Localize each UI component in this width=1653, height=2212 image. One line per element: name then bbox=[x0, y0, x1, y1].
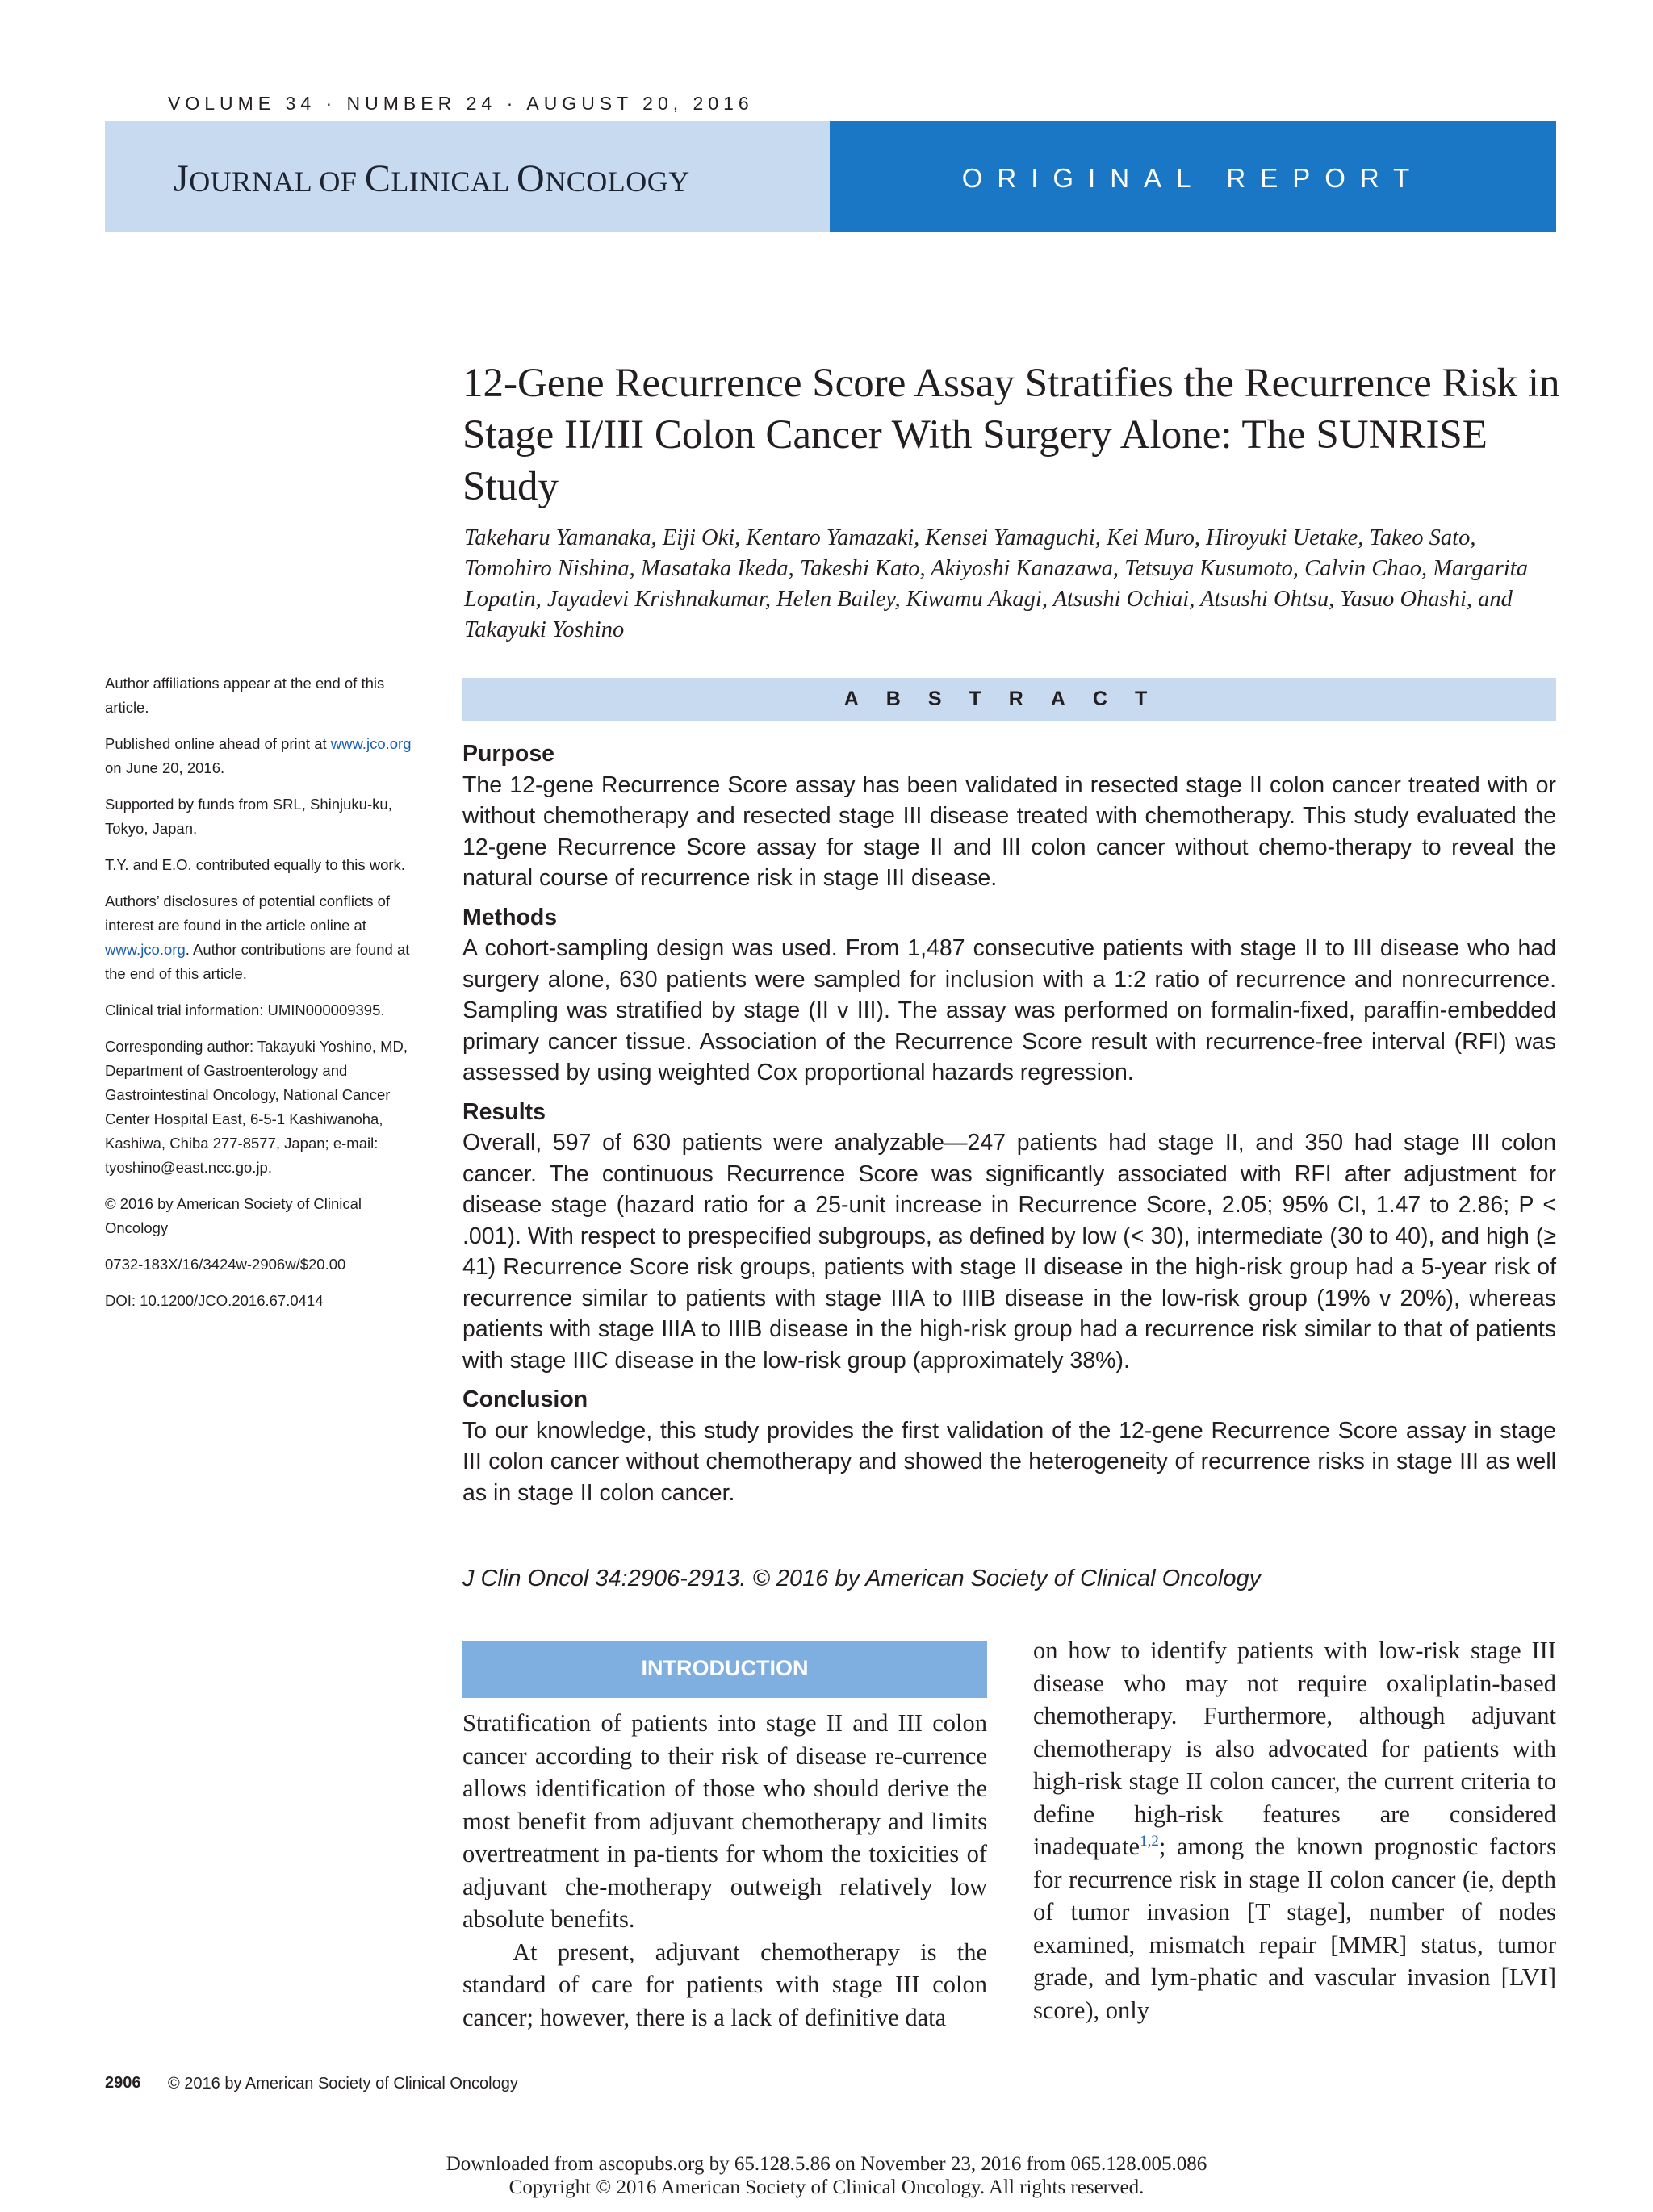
contribution-note: T.Y. and E.O. contributed equally to this work. bbox=[105, 856, 405, 873]
affiliations-note: Author affiliations appear at the end of this article. bbox=[105, 675, 385, 716]
purpose-heading: Purpose bbox=[462, 741, 555, 767]
intro-paragraph: At present, adjuvant chemotherapy is the standard of care for patients with stage III colon cancer; however, there is a lack of definitive data bbox=[462, 1938, 987, 2031]
jco-link[interactable]: www.jco.org bbox=[105, 941, 186, 958]
doi: DOI: 10.1200/JCO.2016.67.0414 bbox=[105, 1292, 324, 1309]
conclusion-heading: Conclusion bbox=[462, 1386, 588, 1412]
jco-link[interactable]: www.jco.org bbox=[330, 735, 412, 752]
rights-notice: Copyright © 2016 American Society of Clinical Oncology. All rights reserved. bbox=[508, 2176, 1145, 2198]
intro-paragraph: on how to identify patients with low-risk stage III disease who may not require oxaliplatin-based chemotherapy. Furthermore, although adjuvant chemotherapy is also advocated for patients with high-risk stage II colon cancer, the current criteria to define high-risk features are considered inadequate$^{1,2}$; among the known prognostic factors for recurrence risk in stage II colon cancer (ie, depth of tumor invasion [T stage], number of nodes examined, mismatch repair [MMR] status, tumor grade, and lym-phatic and vascular invasion [LVI] score), only bbox=[1033, 1637, 1556, 2024]
introduction-column-right bbox=[1033, 1634, 1556, 2026]
report-type: ORIGINAL REPORT bbox=[961, 163, 1425, 193]
introduction-column-left bbox=[462, 1707, 987, 2034]
corresponding-author: Corresponding author: Takayuki Yoshino, MD, Department of Gastroenterology and Gastrointestinal Oncology, National Cancer Center Hospital East, 6-5-1 Kashiwanoha, Kashiwa, Chiba 277-8577, Japan; e-mail: tyoshino@east.ncc.go.jp. bbox=[105, 1038, 408, 1176]
introduction-heading: INTRODUCTION bbox=[641, 1656, 809, 1680]
methods-text: A cohort-sampling design was used. From 1,487 consecutive patients with stage II to III disease who had surgery alone, 630 patients were sampled for inclusion with a 1:2 ratio of recurrence and nonrecurrence. Sampling was stratified by stage (II v III). The assay was performed on formalin-fixed, paraffin-embedded primary cancer tissue. Association of the Recurrence Score result with recurrence-free interval (RFI) was assessed by using weighted Cox proportional hazards regression. bbox=[462, 935, 1556, 1085]
disclosures-note: Authors’ disclosures of potential conflicts of interest are found in the article online at www.jco.org. Author contributions are found at the end of this article. bbox=[105, 893, 410, 982]
funding-note: Supported by funds from SRL, Shinjuku-ku, Tokyo, Japan. bbox=[105, 796, 392, 837]
abstract-label: ABSTRACT bbox=[843, 688, 1175, 710]
results-text: Overall, 597 of 630 patients were analyzable—247 patients had stage II, and 350 had stage III colon cancer. The continuous Recurrence Score was significantly associated with RFI after adjustment for disease stage (hazard ratio for a 25-unit increase in Recurrence Score, 2.05; 95% CI, 1.47 to 2.86; P < .001). With respect to prespecified subgroups, as defined by low (< 30), intermediate (30 to 40), and high (≥ 41) Recurrence Score risk groups, patients with stage II disease in the high-risk group had a 5-year risk of recurrence similar to patients with stage IIIA to IIIB disease in the low-risk group (19% v 20%), whereas patients with stage IIIA to IIIB disease in the high-risk group had a recurrence risk similar to that of patients with stage IIIC disease in the low-risk group (approximately 38%). bbox=[462, 1130, 1556, 1374]
journal-name: JOURNAL OF CLINICAL ONCOLOGY bbox=[174, 157, 690, 200]
author-list: Takeharu Yamanaka, Eiji Oki, Kentaro Yamazaki, Kensei Yamaguchi, Kei Muro, Hiroyuki Uetake, Takeo Sato, Tomohiro Nishina, Masataka Ikeda, Takeshi Kato, Akiyoshi Kanazawa, Tetsuya Kusumoto, Calvin Chao, Margarita Lopatin, Jayadevi Krishnakumar, Helen Bailey, Kiwamu Akagi, Atsushi Ochiai, Atsushi Ohtsu, Yasuo Ohashi, and Takayuki Yoshino bbox=[464, 525, 1528, 642]
results-heading: Results bbox=[462, 1098, 546, 1125]
footer-copyright: © 2016 by American Society of Clinical Oncology bbox=[168, 2075, 518, 2093]
sidebar-copyright: © 2016 by American Society of Clinical Oncology bbox=[105, 1195, 362, 1236]
article-title: 12-Gene Recurrence Score Assay Stratifies the Recurrence Risk in Stage II/III Colon Cancer With Surgery Alone: The SUNRISE Study bbox=[462, 361, 1560, 509]
trial-info: Clinical trial information: UMIN000009395. bbox=[105, 1001, 385, 1018]
conclusion-text: To our knowledge, this study provides the first validation of the 12-gene Recurrence Score assay in stage III colon cancer without chemotherapy and showed the heterogeneity of recurrence risks in stage III as well as in stage II colon cancer. bbox=[462, 1417, 1556, 1506]
intro-paragraph: Stratification of patients into stage II and III colon cancer according to their risk of disease re-currence allows identification of those who should derive the most benefit from adjuvant chemotherapy and limits overtreatment in pa-tients for whom the toxicities of adjuvant che-motherapy outweigh relatively low absolute benefits. bbox=[462, 1709, 987, 1933]
purpose-text: The 12-gene Recurrence Score assay has been validated in resected stage II colon cancer treated with or without chemotherapy and resected stage III disease treated with chemotherapy. This study evaluated the 12-gene Recurrence Score assay for stage II and III colon cancer without chemo-therapy to reveal the natural course of recurrence risk in stage III disease. bbox=[462, 771, 1556, 891]
published-note: Published online ahead of print at www.jco.org on June 20, 2016. bbox=[105, 735, 412, 776]
issn: 0732-183X/16/3424w-2906w/$20.00 bbox=[105, 1256, 346, 1273]
methods-heading: Methods bbox=[462, 904, 558, 930]
article-sidebar bbox=[105, 671, 420, 1325]
abstract-body bbox=[462, 738, 1556, 1516]
reference-link[interactable]: 1,2 bbox=[1140, 1832, 1159, 1850]
volume-line: VOLUME 34 · NUMBER 24 · AUGUST 20, 2016 bbox=[168, 93, 754, 114]
download-notice: Downloaded from ascopubs.org by 65.128.5.86 on November 23, 2016 from 065.128.005.086 bbox=[446, 2153, 1207, 2175]
page-number: 2906 bbox=[105, 2074, 141, 2092]
citation-line: J Clin Oncol 34:2906-2913. © 2016 by American Society of Clinical Oncology bbox=[462, 1566, 1262, 1591]
